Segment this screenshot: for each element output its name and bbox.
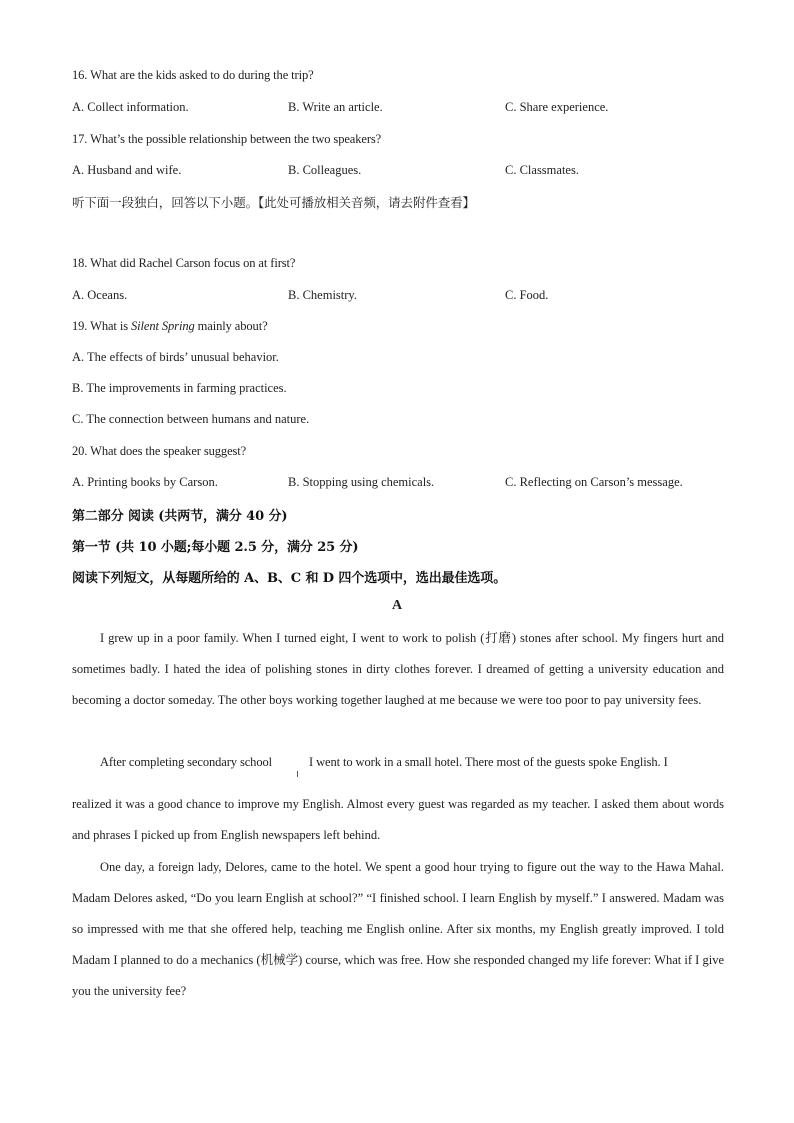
passage-paragraph-2 (72, 789, 724, 851)
part-two-title: 第二部分 阅读 (共两节，满分 40 分) (72, 509, 288, 524)
question-19-stem (72, 319, 268, 334)
question-17-option-b: B. Colleagues. (288, 163, 362, 177)
question-16-stem: 16. What are the kids asked to do during the trip? (72, 68, 314, 82)
passage-paragraph-2-continue: I went to work in a small hotel. There most of the guests spoke English. I (309, 755, 668, 769)
question-18-option-b: B. Chemistry. (288, 288, 357, 302)
question-19-option-b: B. The improvements in farming practices. (72, 381, 287, 395)
question-19-stem-suffix: mainly about? (194, 319, 268, 333)
passage-paragraph-1-text: I grew up in a poor family. When I turned eight, I went to work to polish (打磨) stones after school. My fingers hurt and sometimes badly. I hated the idea of polishing stones in dirty clothes forever. I dreamed of getting a university education and becoming a doctor someday. The other boys working together laughed at me because we were too poor to pay university fees. (72, 631, 724, 707)
question-17-option-c: C. Classmates. (505, 163, 579, 177)
question-16-option-c: C. Share experience. (505, 100, 609, 114)
passage-paragraph-2-text: realized it was a good chance to improve my English. Almost every guest was regarded as my teacher. I asked them about words and phrases I picked up from English newspapers left behind. (72, 797, 724, 842)
passage-paragraph-2-start: After completing secondary school (100, 755, 272, 769)
question-19-option-c: C. The connection between humans and nature. (72, 412, 310, 426)
stray-mark (297, 771, 298, 777)
question-16-option-a: A. Collect information. (72, 100, 189, 114)
section-one-title: 第一节 (共 10 小题;每小题 2.5 分，满分 25 分) (72, 540, 359, 555)
monologue-instruction: 听下面一段独白，回答以下小题。【此处可播放相关音频，请去附件查看】 (72, 195, 475, 210)
question-18-stem: 18. What did Rachel Carson focus on at first? (72, 256, 296, 270)
reading-instruction: 阅读下列短文，从每题所给的 A、B、C 和 D 四个选项中，选出最佳选项。 (72, 571, 507, 586)
question-17-option-a: A. Husband and wife. (72, 163, 182, 177)
question-19-option-a: A. The effects of birds’ unusual behavior. (72, 350, 279, 364)
question-20-option-c: C. Reflecting on Carson’s message. (505, 475, 683, 489)
passage-paragraph-3-text: One day, a foreign lady, Delores, came to the hotel. We spent a good hour trying to figure out the way to the Hawa Mahal. Madam Delores asked, “Do you learn English at school?” “I finished school. I learn English by myself.” I answered. Madam was so impressed with me that she offered help, teaching me English online. After six months, my English greatly improved. I told Madam I planned to do a mechanics (机械学) course, which was free. How she responded changed my life forever: What if I give you the university fee? (72, 860, 724, 998)
question-19-stem-prefix: 19. What is (72, 319, 131, 333)
question-19-book-title: Silent Spring (130, 319, 195, 333)
question-20-option-a: A. Printing books by Carson. (72, 475, 218, 489)
passage-paragraph-3 (72, 852, 724, 1007)
question-20-option-b: B. Stopping using chemicals. (288, 475, 435, 489)
question-18-option-c: C. Food. (505, 288, 549, 302)
question-20-stem: 20. What does the speaker suggest? (72, 444, 247, 458)
question-18-option-a: A. Oceans. (72, 288, 128, 302)
question-17-stem: 17. What’s the possible relationship between the two speakers? (72, 132, 382, 146)
question-16-option-b: B. Write an article. (288, 100, 383, 114)
passage-label: A (391, 598, 403, 613)
passage-paragraph-1 (72, 623, 724, 716)
